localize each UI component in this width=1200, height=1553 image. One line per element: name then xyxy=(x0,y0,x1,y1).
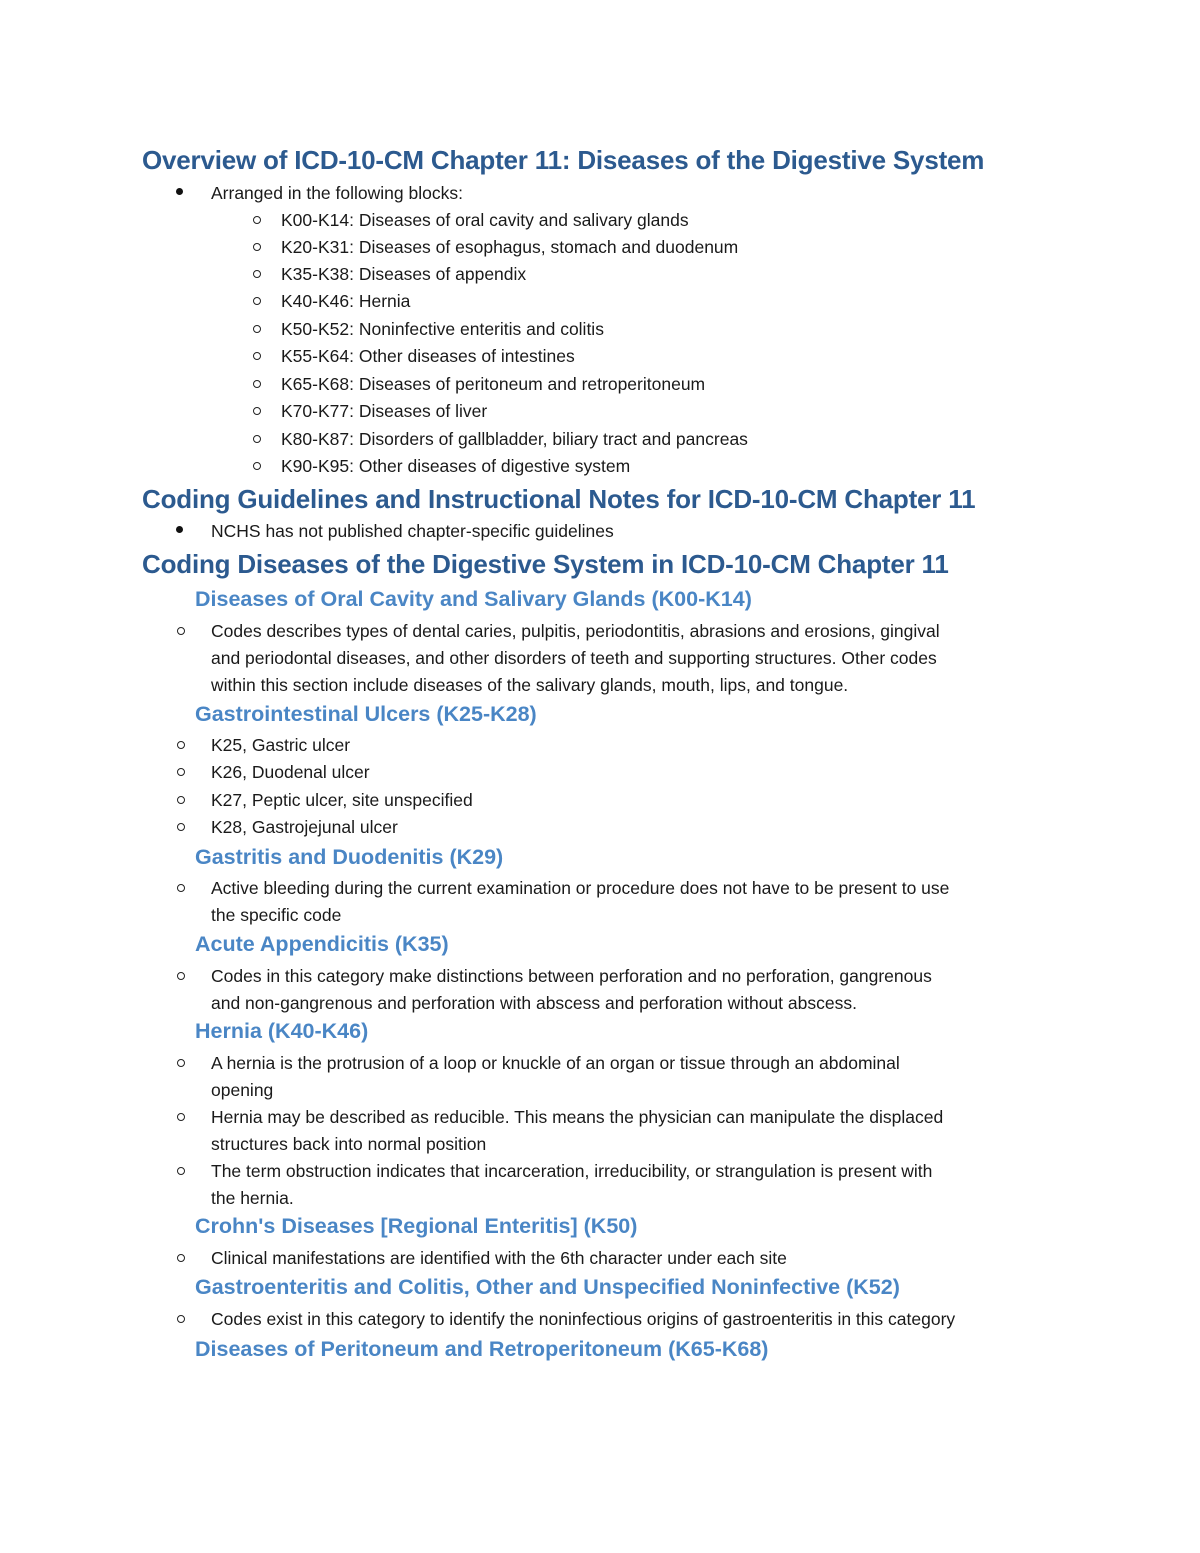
ulcer-item: K27, Peptic ulcer, site unspecified xyxy=(211,790,473,810)
circle-bullet-icon xyxy=(253,380,261,388)
block-item: K40-K46: Hernia xyxy=(281,291,411,311)
circle-bullet-icon xyxy=(177,1254,185,1262)
oral-text-line: within this section include diseases of the salivary glands, mouth, lips, and tongue. xyxy=(211,675,849,695)
circle-bullet-icon xyxy=(253,325,261,333)
block-item: K80-K87: Disorders of gallbladder, biliary tract and pancreas xyxy=(281,429,748,449)
circle-bullet-icon xyxy=(253,243,261,251)
circle-bullet-icon xyxy=(177,823,185,831)
appendicitis-heading: Acute Appendicitis (K35) xyxy=(195,932,449,956)
circle-bullet-icon xyxy=(253,435,261,443)
gastritis-text-line: Active bleeding during the current examination or procedure does not have to be present to use xyxy=(211,878,950,898)
hernia-text-line: The term obstruction indicates that incarceration, irreducibility, or strangulation is present with xyxy=(211,1161,933,1181)
hernia-text-line: structures back into normal position xyxy=(211,1134,487,1154)
circle-bullet-icon xyxy=(177,1113,185,1121)
ulcers-heading: Gastrointestinal Ulcers (K25-K28) xyxy=(195,702,537,726)
circle-bullet-icon xyxy=(253,407,261,415)
circle-bullet-icon xyxy=(177,1315,185,1323)
gastritis-heading: Gastritis and Duodenitis (K29) xyxy=(195,845,504,869)
circle-bullet-icon xyxy=(177,884,185,892)
block-item: K90-K95: Other diseases of digestive system xyxy=(281,456,631,476)
guidelines-heading: Coding Guidelines and Instructional Notes for ICD-10-CM Chapter 11 xyxy=(142,484,976,514)
oral-heading: Diseases of Oral Cavity and Salivary Glands (K00-K14) xyxy=(195,587,752,611)
ulcer-item: K28, Gastrojejunal ulcer xyxy=(211,817,398,837)
hernia-text-line: opening xyxy=(211,1080,274,1100)
hernia-text-line: the hernia. xyxy=(211,1188,294,1208)
circle-bullet-icon xyxy=(177,1167,185,1175)
circle-bullet-icon xyxy=(253,297,261,305)
block-item: K55-K64: Other diseases of intestines xyxy=(281,346,575,366)
block-item: K65-K68: Diseases of peritoneum and retroperitoneum xyxy=(281,374,706,394)
oral-text-line: Codes describes types of dental caries, pulpitis, periodontitis, abrasions and erosions, gingival xyxy=(211,621,940,641)
bullet-icon xyxy=(176,526,183,533)
ulcer-item: K25, Gastric ulcer xyxy=(211,735,351,755)
circle-bullet-icon xyxy=(177,972,185,980)
hernia-text-line: A hernia is the protrusion of a loop or knuckle of an organ or tissue through an abdominal xyxy=(211,1053,900,1073)
crohns-text-line: Clinical manifestations are identified with the 6th character under each site xyxy=(211,1248,787,1268)
gastroenteritis-heading: Gastroenteritis and Colitis, Other and Unspecified Noninfective (K52) xyxy=(195,1275,900,1299)
appendicitis-text-line: Codes in this category make distinctions between perforation and no perforation, gangrenous xyxy=(211,966,932,986)
circle-bullet-icon xyxy=(177,796,185,804)
overview-intro: Arranged in the following blocks: xyxy=(211,183,463,203)
circle-bullet-icon xyxy=(177,768,185,776)
block-item: K70-K77: Diseases of liver xyxy=(281,401,488,421)
peritoneum-heading: Diseases of Peritoneum and Retroperitoneum (K65-K68) xyxy=(195,1337,769,1361)
hernia-text-line: Hernia may be described as reducible. This means the physician can manipulate the displaced xyxy=(211,1107,944,1127)
overview-heading: Overview of ICD-10-CM Chapter 11: Diseases of the Digestive System xyxy=(142,145,985,175)
block-item: K20-K31: Diseases of esophagus, stomach and duodenum xyxy=(281,237,739,257)
guidelines-note: NCHS has not published chapter-specific guidelines xyxy=(211,521,614,541)
hernia-heading: Hernia (K40-K46) xyxy=(195,1019,369,1043)
bullet-icon xyxy=(176,188,183,195)
circle-bullet-icon xyxy=(177,627,185,635)
coding-heading: Coding Diseases of the Digestive System in ICD-10-CM Chapter 11 xyxy=(142,549,949,579)
circle-bullet-icon xyxy=(177,1059,185,1067)
circle-bullet-icon xyxy=(253,270,261,278)
ulcer-item: K26, Duodenal ulcer xyxy=(211,762,370,782)
circle-bullet-icon xyxy=(253,216,261,224)
block-item: K00-K14: Diseases of oral cavity and salivary glands xyxy=(281,210,689,230)
block-item: K50-K52: Noninfective enteritis and colitis xyxy=(281,319,604,339)
circle-bullet-icon xyxy=(253,462,261,470)
circle-bullet-icon xyxy=(177,741,185,749)
block-item: K35-K38: Diseases of appendix xyxy=(281,264,527,284)
crohns-heading: Crohn's Diseases [Regional Enteritis] (K50) xyxy=(195,1214,638,1238)
circle-bullet-icon xyxy=(253,352,261,360)
oral-text-line: and periodontal diseases, and other disorders of teeth and supporting structures. Other codes xyxy=(211,648,937,668)
appendicitis-text-line: and non-gangrenous and perforation with abscess and perforation without abscess. xyxy=(211,993,857,1013)
gastroenteritis-text-line: Codes exist in this category to identify the noninfectious origins of gastroenteritis in this category xyxy=(211,1309,956,1329)
gastritis-text-line: the specific code xyxy=(211,905,342,925)
